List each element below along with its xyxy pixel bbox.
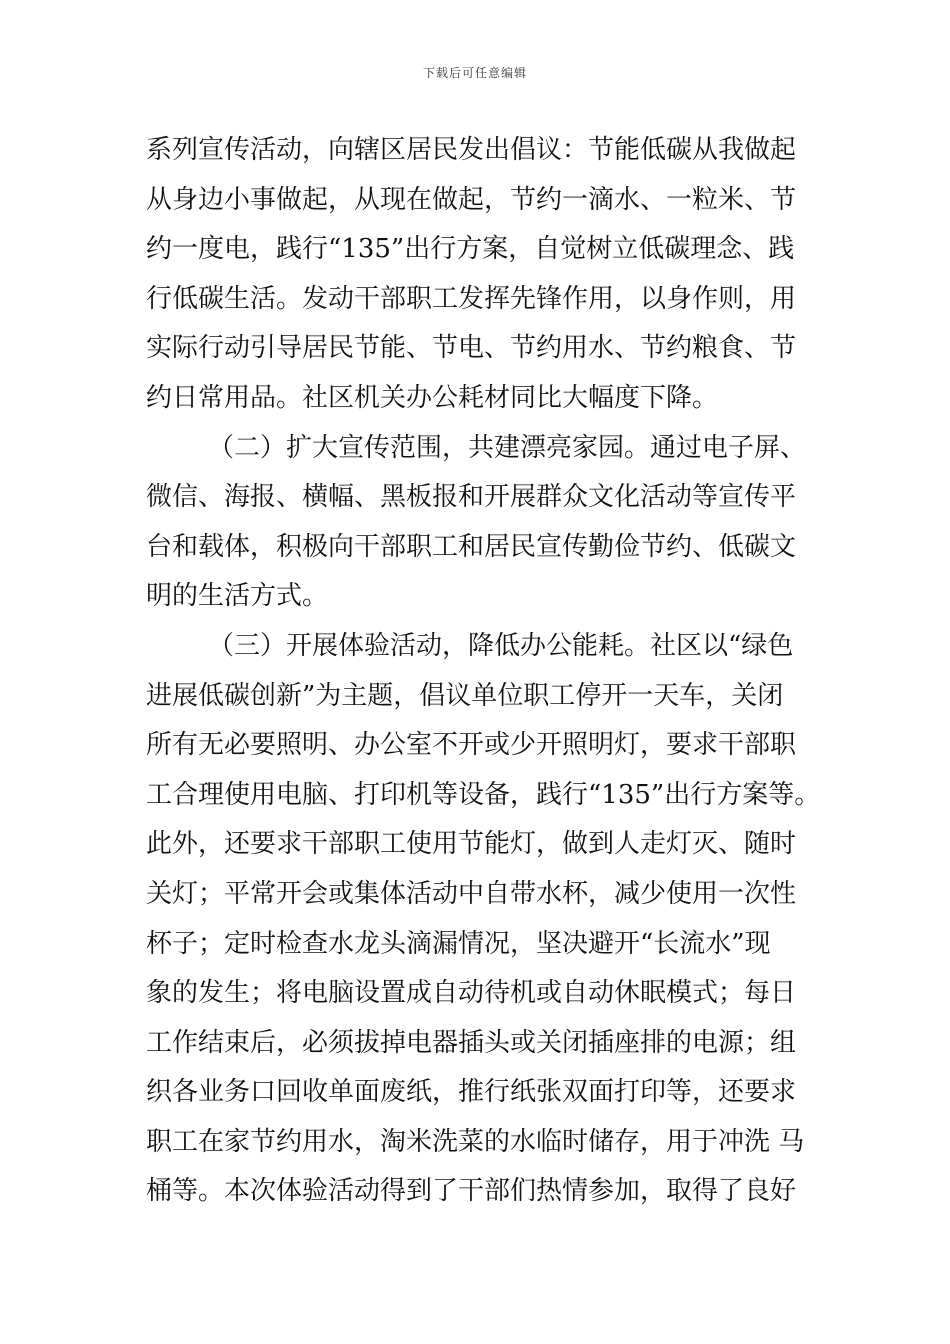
text-line: 工作结束后，必须拔掉电器插头或关闭插座排的电源；组: [146, 1027, 797, 1058]
text-line: 台和载体，积极向干部职工和居民宣传勤俭节约、低碳文: [146, 531, 797, 562]
text-line: 所有无必要照明、办公室不开或少开照明灯，要求干部职: [146, 730, 797, 761]
text-line: 职工在家节约用水，淘米洗菜的水临时储存，用于冲洗 马: [146, 1126, 805, 1157]
text-line: 系列宣传活动，向辖区居民发出倡议：节能低碳从我做起: [146, 135, 797, 165]
text-line: 桶等。本次体验活动得到了干部们热情参加，取得了良好: [146, 1176, 797, 1207]
paragraph-start-line: （二）扩大宣传范围，共建漂亮家园。通过电子屏、: [208, 432, 807, 463]
paragraph-start-line: （三）开展体验活动，降低办公能耗。社区以“绿色: [208, 630, 794, 661]
text-line: 约一度电，践行“135”出行方案，自觉树立低碳理念、践: [146, 234, 795, 265]
text-line: 织各业务口回收单面废纸，推行纸张双面打印等，还要求: [146, 1077, 797, 1108]
text-line: 约日常用品。社区机关办公耗材同比大幅度下降。: [146, 382, 719, 413]
text-line: 明的生活方式。: [146, 581, 329, 612]
text-line: 杯子；定时检查水龙头滴漏情况，坚决避开“长流水”现: [146, 928, 771, 959]
text-line: 行低碳生活。发动干部职工发挥先锋作用，以身作则，用: [146, 283, 797, 314]
text-line: 此外，还要求干部职工使用节能灯，做到人走灯灭、随时: [146, 829, 797, 860]
text-line: 微信、海报、横幅、黑板报和开展群众文化活动等宣传平: [146, 482, 797, 513]
document-body: [146, 126, 821, 1217]
text-line: 关灯；平常开会或集体活动中自带水杯，减少使用一次性: [146, 878, 797, 909]
text-line: 象的发生；将电脑设置成自动待机或自动休眠模式；每日: [146, 978, 797, 1009]
text-line: 从身边小事做起，从现在做起，节约一滴水、一粒米、节: [146, 184, 797, 215]
text-line: 进展低碳创新”为主题，倡议单位职工停开一天车，关闭: [146, 680, 784, 711]
text-line: 工合理使用电脑、打印机等设备，践行“135”出行方案等。: [146, 779, 821, 810]
page-header: 下载后可任意编辑: [422, 66, 527, 80]
text-line: 实际行动引导居民节能、节电、节约用水、节约粮食、节: [146, 333, 797, 364]
